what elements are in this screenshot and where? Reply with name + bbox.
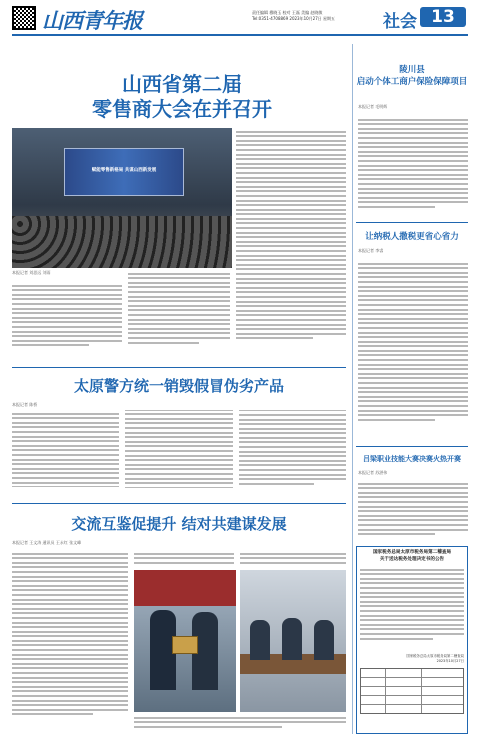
- right-article-3-title: 吕梁职业技能大赛决赛火热开赛: [363, 455, 461, 463]
- article-1-body-col1: [12, 282, 122, 362]
- article-3-body-col1: [12, 550, 128, 732]
- notice-signature: 国家税务总局太原市税务局第二稽查局 2023年10月27日: [406, 654, 464, 663]
- right-article-3-byline: 本报记者 苏湛伟: [358, 470, 388, 475]
- handover-photo: [134, 570, 236, 712]
- divider: [12, 367, 346, 368]
- article-2-body: [12, 410, 346, 500]
- right-article-1-body: [358, 116, 468, 216]
- section-name: 社会: [383, 12, 417, 32]
- notice-body: [360, 566, 464, 652]
- audience: [12, 216, 232, 268]
- header-rule: [12, 34, 468, 36]
- right-article-2-byline: 本报记者 李睿: [358, 248, 384, 253]
- article-1-body-col3: [236, 128, 346, 362]
- participant: [314, 620, 334, 660]
- banner-text: 赋能零售新格局 共谋山西新发展: [91, 168, 157, 173]
- page-number-badge: 13: [420, 7, 466, 27]
- public-notice-box: [356, 546, 468, 734]
- article-3-body-col2: [134, 550, 234, 568]
- article-3-byline: 本报记者 王文涛 通讯员 王永红 张文峰: [12, 540, 82, 545]
- article-2-title: 太原警方统一销毁假冒伪劣产品: [73, 377, 284, 395]
- article-3-body-col2-bottom: [134, 714, 346, 734]
- editor-info: 责任编辑 穆晓玉 校对 王磊 美编 赵晓敏 Tel:0351-4708869 2023年10月27日 星期五: [252, 10, 336, 21]
- divider: [356, 222, 468, 223]
- notice-title: 国家税务总局太原市税务局第二稽查局 关于送达税务处理决定书的公告: [372, 550, 452, 562]
- article-1-title: 山西省第二届 零售商大会在并召开: [92, 72, 272, 121]
- right-article-2-title: 让纳税人撒税更省心省力: [365, 232, 459, 242]
- article-1-body-col2: [128, 270, 230, 362]
- right-article-3-body: [358, 480, 468, 540]
- qr-code-icon: [12, 6, 36, 30]
- notice-table: [360, 668, 464, 714]
- article-3-title: 交流互鉴促提升 结对共建谋发展: [71, 515, 287, 533]
- right-article-1-byline: 本报记者 毛明辉: [358, 104, 388, 109]
- stage-screen: [64, 148, 184, 196]
- photo-caption: 本报记者 刘思远 刘雨: [12, 270, 51, 275]
- plaque: [172, 636, 198, 654]
- participant: [250, 620, 270, 660]
- participant: [282, 618, 302, 660]
- column-divider: [352, 44, 353, 734]
- newspaper-logo: 山西青年报: [42, 8, 142, 33]
- article-3-body-col3: [240, 550, 346, 568]
- divider: [12, 503, 346, 504]
- conference-photo: [12, 128, 232, 268]
- article-2-byline: 本报记者 陈桥: [12, 402, 38, 407]
- divider: [356, 446, 468, 447]
- red-backdrop: [134, 570, 236, 606]
- masthead: [0, 0, 480, 40]
- right-article-2-body: [358, 260, 468, 440]
- meeting-photo: [240, 570, 346, 712]
- right-article-1-title: 陵川县 启动个体工商户保险保障项目: [356, 65, 468, 87]
